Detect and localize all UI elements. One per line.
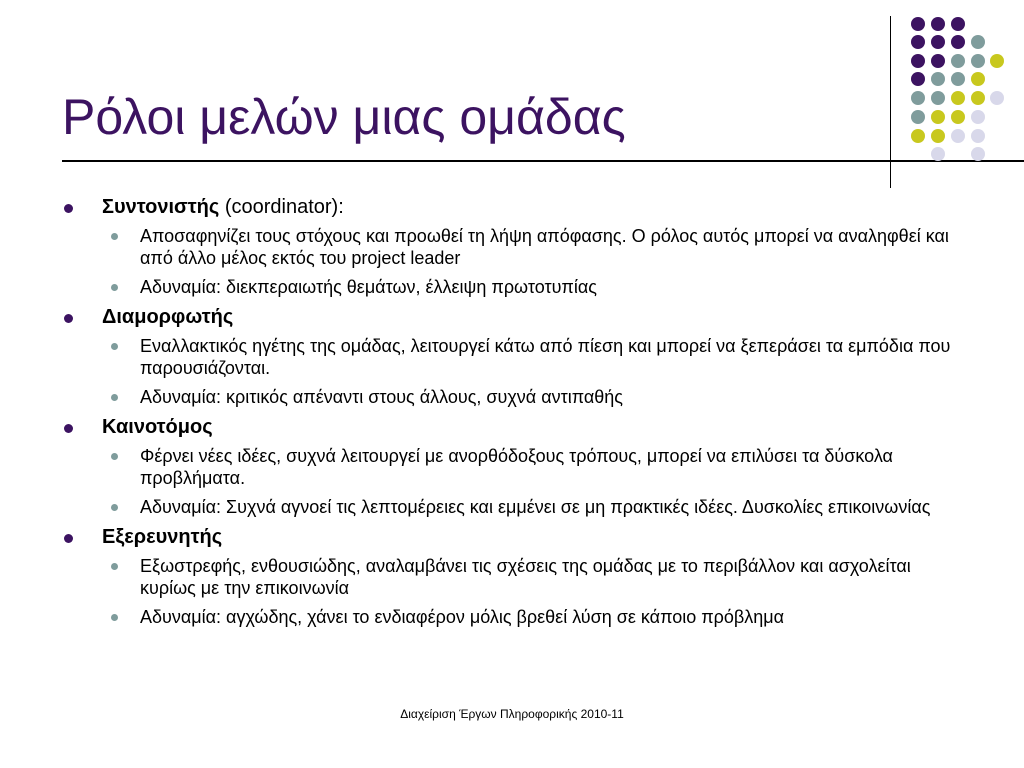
bullet-icon (64, 204, 73, 213)
list-item (62, 606, 962, 628)
slide-body (62, 195, 962, 635)
decor-dot (931, 54, 945, 68)
decor-dot (911, 91, 925, 105)
bullet-icon (64, 534, 73, 543)
list-item (62, 496, 962, 518)
list-item-text: Αδυναμία: διεκπεραιωτής θεμάτων, έλλειψη πρωτοτυπίας (140, 277, 597, 297)
bullet-icon (111, 453, 118, 460)
decor-dot (951, 110, 965, 124)
slide-title: Ρόλοι μελών μιας ομάδας (62, 89, 626, 145)
decor-dot (971, 147, 985, 161)
decor-dot (911, 110, 925, 124)
bullet-icon (111, 563, 118, 570)
bullet-icon (64, 314, 73, 323)
bullet-icon (111, 394, 118, 401)
list-item (62, 225, 962, 269)
list-item-text: Αδυναμία: αγχώδης, χάνει το ενδιαφέρον μόλις βρεθεί λύση σε κάποιο πρόβλημα (140, 607, 785, 627)
bullet-icon (111, 614, 118, 621)
decor-dot (911, 129, 925, 143)
bullet-icon (111, 233, 118, 240)
decor-dot (931, 91, 945, 105)
decor-dot (931, 110, 945, 124)
decor-dot (951, 17, 965, 31)
list-item (62, 386, 962, 408)
list-item-text: Φέρνει νέες ιδέες, συχνά λειτουργεί με ανορθόδοξους τρόπους, μπορεί να επιλύσει τα δύσκολα προβλήματα. (140, 446, 893, 488)
decor-dot (971, 91, 985, 105)
bullet-icon (111, 504, 118, 511)
decor-dot (971, 129, 985, 143)
decor-dot (971, 72, 985, 86)
decor-dot (951, 91, 965, 105)
section-heading-text: Συντονιστής (102, 196, 220, 218)
decor-dot (931, 72, 945, 86)
decor-dot (951, 54, 965, 68)
decor-dot (951, 35, 965, 49)
decorative-dot-grid (0, 0, 1024, 200)
list-item (62, 276, 962, 298)
slide-footer: Διαχείριση Έργων Πληροφορικής 2010-11 (400, 707, 624, 721)
decor-dot (911, 72, 925, 86)
decor-dot (990, 91, 1004, 105)
list-item (62, 555, 962, 599)
section-heading-text: Καινοτόμος (102, 416, 213, 438)
decor-dot (911, 54, 925, 68)
bullet-icon (64, 424, 73, 433)
decor-dot (971, 110, 985, 124)
list-item-text: Αποσαφηνίζει τους στόχους και προωθεί τη λήψη απόφασης. Ο ρόλος αυτός μπορεί να αναληφθεί και από άλλο μέλος εκτός του project leader (140, 226, 949, 268)
section-heading-text: Διαμορφωτής (102, 306, 234, 328)
section-heading-innovator (62, 415, 962, 439)
list-item-text: Εξωστρεφής, ενθουσιώδης, αναλαμβάνει τις σχέσεις της ομάδας με το περιβάλλον και ασχολείται κυρίως με την επικοινωνία (140, 556, 911, 598)
decor-dot (911, 17, 925, 31)
section-heading-coordinator (62, 195, 962, 219)
decor-dot (971, 35, 985, 49)
decor-dot (951, 129, 965, 143)
decor-dot (931, 129, 945, 143)
decor-dot (931, 35, 945, 49)
decor-dot (971, 54, 985, 68)
bullet-icon (111, 343, 118, 350)
bullet-icon (111, 284, 118, 291)
decor-dot (931, 147, 945, 161)
decor-dot (931, 17, 945, 31)
list-item-text: Αδυναμία: κριτικός απέναντι στους άλλους, συχνά αντιπαθής (140, 387, 623, 407)
section-heading-explorer (62, 525, 962, 549)
list-item (62, 445, 962, 489)
list-item-text: Εναλλακτικός ηγέτης της ομάδας, λειτουργεί κάτω από πίεση και μπορεί να ξεπεράσει τα εμπόδια που παρουσιάζονται. (140, 336, 951, 378)
section-heading-suffix: (coordinator): (219, 196, 344, 218)
decor-dot (911, 35, 925, 49)
section-heading-text: Εξερευνητής (102, 526, 223, 548)
list-item-text: Αδυναμία: Συχνά αγνοεί τις λεπτομέρειες και εμμένει σε μη πρακτικές ιδέες. Δυσκολίες επικοινωνίας (140, 497, 931, 517)
section-heading-shaper (62, 305, 962, 329)
decor-dot (951, 72, 965, 86)
decor-dot (990, 54, 1004, 68)
list-item (62, 335, 962, 379)
